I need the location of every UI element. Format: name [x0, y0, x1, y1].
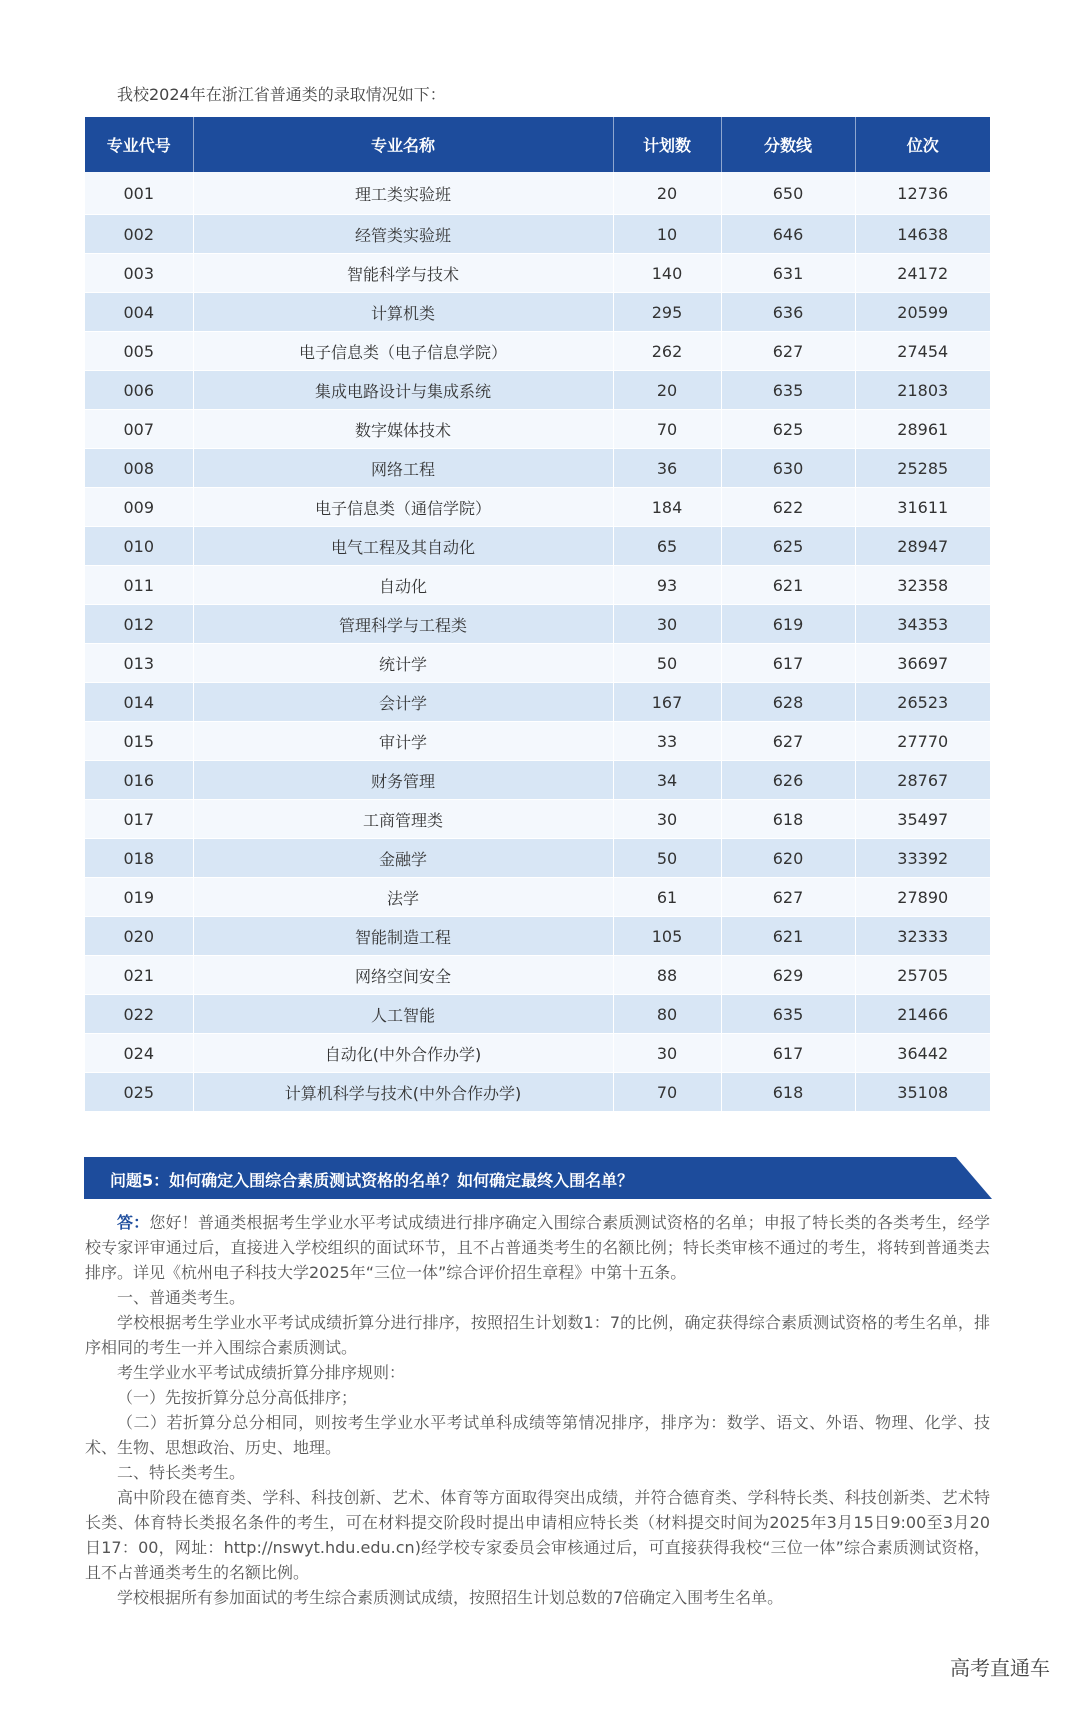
cell-plan-count: 10	[613, 215, 721, 254]
cell-plan-count: 184	[613, 488, 721, 527]
cell-score-line: 618	[721, 1073, 855, 1112]
cell-plan-count: 88	[613, 956, 721, 995]
header-rank: 位次	[855, 117, 990, 172]
cell-major-code: 008	[85, 449, 193, 488]
cell-major-name: 工商管理类	[193, 800, 613, 839]
cell-plan-count: 30	[613, 605, 721, 644]
cell-major-name: 自动化(中外合作办学)	[193, 1034, 613, 1073]
admission-table	[85, 117, 990, 1112]
answer-paragraph: （二）若折算分总分相同，则按考生学业水平考试单科成绩等第情况排序，排序为：数学、语文、外语、物理、化学、技术、生物、思想政治、历史、地理。	[85, 1413, 990, 1457]
cell-plan-count: 30	[613, 800, 721, 839]
table-row	[85, 917, 990, 956]
cell-score-line: 635	[721, 995, 855, 1034]
cell-rank: 36697	[855, 644, 990, 683]
cell-rank: 31611	[855, 488, 990, 527]
table-row	[85, 566, 990, 605]
cell-plan-count: 34	[613, 761, 721, 800]
cell-rank: 28767	[855, 761, 990, 800]
intro-text: 我校2024年在浙江省普通类的录取情况如下：	[117, 85, 446, 104]
cell-score-line: 618	[721, 800, 855, 839]
cell-score-line: 627	[721, 878, 855, 917]
cell-plan-count: 105	[613, 917, 721, 956]
table-row	[85, 488, 990, 527]
table-row	[85, 215, 990, 254]
table-row	[85, 761, 990, 800]
cell-major-code: 025	[85, 1073, 193, 1112]
cell-rank: 27890	[855, 878, 990, 917]
answer-label: 答：	[117, 1213, 150, 1232]
cell-major-name: 自动化	[193, 566, 613, 605]
cell-major-code: 010	[85, 527, 193, 566]
cell-score-line: 626	[721, 761, 855, 800]
cell-major-name: 电气工程及其自动化	[193, 527, 613, 566]
table-row	[85, 995, 990, 1034]
cell-major-name: 电子信息类（电子信息学院）	[193, 332, 613, 371]
cell-plan-count: 20	[613, 172, 721, 215]
cell-major-name: 金融学	[193, 839, 613, 878]
cell-major-name: 法学	[193, 878, 613, 917]
watermark-text: 高考直通车	[950, 1656, 1050, 1680]
cell-plan-count: 30	[613, 1034, 721, 1073]
table-row	[85, 293, 990, 332]
cell-major-name: 会计学	[193, 683, 613, 722]
cell-score-line: 630	[721, 449, 855, 488]
table-row	[85, 449, 990, 488]
cell-score-line: 621	[721, 917, 855, 956]
cell-score-line: 631	[721, 254, 855, 293]
cell-rank: 28961	[855, 410, 990, 449]
cell-rank: 32358	[855, 566, 990, 605]
cell-major-code: 005	[85, 332, 193, 371]
cell-rank: 25285	[855, 449, 990, 488]
cell-rank: 28947	[855, 527, 990, 566]
cell-plan-count: 262	[613, 332, 721, 371]
answer-first-paragraph	[85, 1210, 990, 1285]
cell-rank: 33392	[855, 839, 990, 878]
cell-score-line: 635	[721, 371, 855, 410]
cell-score-line: 617	[721, 644, 855, 683]
cell-major-code: 006	[85, 371, 193, 410]
table-row	[85, 839, 990, 878]
cell-plan-count: 167	[613, 683, 721, 722]
cell-major-name: 计算机类	[193, 293, 613, 332]
cell-rank: 20599	[855, 293, 990, 332]
cell-plan-count: 70	[613, 410, 721, 449]
cell-score-line: 627	[721, 722, 855, 761]
cell-major-name: 网络工程	[193, 449, 613, 488]
cell-major-code: 013	[85, 644, 193, 683]
table-row	[85, 254, 990, 293]
table-row	[85, 527, 990, 566]
cell-major-code: 011	[85, 566, 193, 605]
cell-rank: 21803	[855, 371, 990, 410]
cell-major-code: 017	[85, 800, 193, 839]
table-row	[85, 605, 990, 644]
cell-major-code: 022	[85, 995, 193, 1034]
cell-major-name: 财务管理	[193, 761, 613, 800]
cell-rank: 26523	[855, 683, 990, 722]
cell-major-name: 电子信息类（通信学院）	[193, 488, 613, 527]
table-row	[85, 371, 990, 410]
table-row	[85, 722, 990, 761]
answer-block	[85, 1210, 990, 1610]
cell-major-code: 012	[85, 605, 193, 644]
cell-rank: 35497	[855, 800, 990, 839]
cell-score-line: 628	[721, 683, 855, 722]
header-plan-count: 计划数	[613, 117, 721, 172]
cell-rank: 32333	[855, 917, 990, 956]
cell-major-code: 002	[85, 215, 193, 254]
answer-paragraph: 二、特长类考生。	[117, 1463, 246, 1482]
cell-plan-count: 65	[613, 527, 721, 566]
cell-major-code: 001	[85, 172, 193, 215]
cell-score-line: 622	[721, 488, 855, 527]
cell-plan-count: 93	[613, 566, 721, 605]
answer-paragraph: 一、普通类考生。	[117, 1288, 246, 1307]
answer-paragraph: 学校根据所有参加面试的考生综合素质测试成绩，按照招生计划总数的7倍确定入围考生名单。	[117, 1588, 784, 1607]
cell-major-name: 数字媒体技术	[193, 410, 613, 449]
table-row	[85, 1034, 990, 1073]
cell-score-line: 617	[721, 1034, 855, 1073]
cell-score-line: 625	[721, 410, 855, 449]
cell-major-name: 理工类实验班	[193, 172, 613, 215]
cell-plan-count: 140	[613, 254, 721, 293]
cell-major-code: 015	[85, 722, 193, 761]
cell-major-name: 管理科学与工程类	[193, 605, 613, 644]
cell-rank: 34353	[855, 605, 990, 644]
cell-score-line: 629	[721, 956, 855, 995]
cell-score-line: 625	[721, 527, 855, 566]
table-row	[85, 1073, 990, 1112]
table-row	[85, 956, 990, 995]
cell-rank: 35108	[855, 1073, 990, 1112]
cell-rank: 27454	[855, 332, 990, 371]
table-row	[85, 800, 990, 839]
header-major-code: 专业代号	[85, 117, 193, 172]
header-major-name: 专业名称	[193, 117, 613, 172]
table-row	[85, 878, 990, 917]
cell-major-code: 019	[85, 878, 193, 917]
table-row	[85, 410, 990, 449]
cell-score-line: 636	[721, 293, 855, 332]
table-row	[85, 332, 990, 371]
cell-plan-count: 61	[613, 878, 721, 917]
cell-rank: 14638	[855, 215, 990, 254]
answer-first-text: 您好！普通类根据考生学业水平考试成绩进行排序确定入围综合素质测试资格的名单；申报了特长类的各类考生，经学校专家评审通过后，直接进入学校组织的面试环节，且不占普通类考生的名额比例；特长类审核不通过的考生，将转到普通类去排序。详见《杭州电子科技大学2025年“三位一体”综合评价招生章程》中第十五条。	[85, 1213, 990, 1282]
question-title: 问题5：如何确定入围综合素质测试资格的名单？如何确定最终入围名单？	[110, 1171, 634, 1190]
cell-major-name: 智能制造工程	[193, 917, 613, 956]
cell-plan-count: 36	[613, 449, 721, 488]
table-header-row	[85, 117, 990, 172]
cell-major-code: 024	[85, 1034, 193, 1073]
cell-major-code: 009	[85, 488, 193, 527]
cell-major-name: 智能科学与技术	[193, 254, 613, 293]
cell-score-line: 619	[721, 605, 855, 644]
question-banner	[84, 1157, 992, 1199]
cell-major-code: 007	[85, 410, 193, 449]
cell-major-name: 计算机科学与技术(中外合作办学)	[193, 1073, 613, 1112]
cell-plan-count: 295	[613, 293, 721, 332]
cell-major-name: 人工智能	[193, 995, 613, 1034]
answer-paragraph: 高中阶段在德育类、学科、科技创新、艺术、体育等方面取得突出成绩，并符合德育类、学科特长类、科技创新类、艺术特长类、体育特长类报名条件的考生，可在材料提交阶段时提出申请相应特长类（材料提交时间为2025年3月15日9:00至3月20日17：00，网址：http://nswyt.hdu.edu.cn)经学校专家委员会审核通过后，可直接获得我校“三位一体”综合素质测试资格，且不占普通类考生的名额比例。	[85, 1488, 990, 1582]
cell-rank: 25705	[855, 956, 990, 995]
answer-paragraph: 考生学业水平考试成绩折算分排序规则：	[117, 1363, 406, 1382]
cell-plan-count: 50	[613, 839, 721, 878]
table-row	[85, 683, 990, 722]
cell-plan-count: 70	[613, 1073, 721, 1112]
cell-score-line: 650	[721, 172, 855, 215]
cell-major-name: 网络空间安全	[193, 956, 613, 995]
header-score-line: 分数线	[721, 117, 855, 172]
cell-rank: 36442	[855, 1034, 990, 1073]
answer-paragraph: 学校根据考生学业水平考试成绩折算分进行排序，按照招生计划数1：7的比例，确定获得综合素质测试资格的考生名单，排序相同的考生一并入围综合素质测试。	[85, 1313, 990, 1357]
table-row	[85, 644, 990, 683]
cell-major-name: 统计学	[193, 644, 613, 683]
cell-rank: 27770	[855, 722, 990, 761]
cell-plan-count: 20	[613, 371, 721, 410]
cell-major-name: 经管类实验班	[193, 215, 613, 254]
cell-major-code: 018	[85, 839, 193, 878]
cell-plan-count: 80	[613, 995, 721, 1034]
cell-major-name: 审计学	[193, 722, 613, 761]
cell-score-line: 620	[721, 839, 855, 878]
cell-major-code: 003	[85, 254, 193, 293]
cell-score-line: 627	[721, 332, 855, 371]
cell-rank: 12736	[855, 172, 990, 215]
cell-major-code: 016	[85, 761, 193, 800]
cell-score-line: 621	[721, 566, 855, 605]
cell-major-code: 020	[85, 917, 193, 956]
cell-major-code: 004	[85, 293, 193, 332]
cell-plan-count: 50	[613, 644, 721, 683]
cell-rank: 24172	[855, 254, 990, 293]
table-row	[85, 172, 990, 215]
cell-major-code: 014	[85, 683, 193, 722]
cell-score-line: 646	[721, 215, 855, 254]
cell-major-name: 集成电路设计与集成系统	[193, 371, 613, 410]
cell-plan-count: 33	[613, 722, 721, 761]
cell-rank: 21466	[855, 995, 990, 1034]
cell-major-code: 021	[85, 956, 193, 995]
answer-paragraph: （一）先按折算分总分高低排序；	[117, 1388, 358, 1407]
